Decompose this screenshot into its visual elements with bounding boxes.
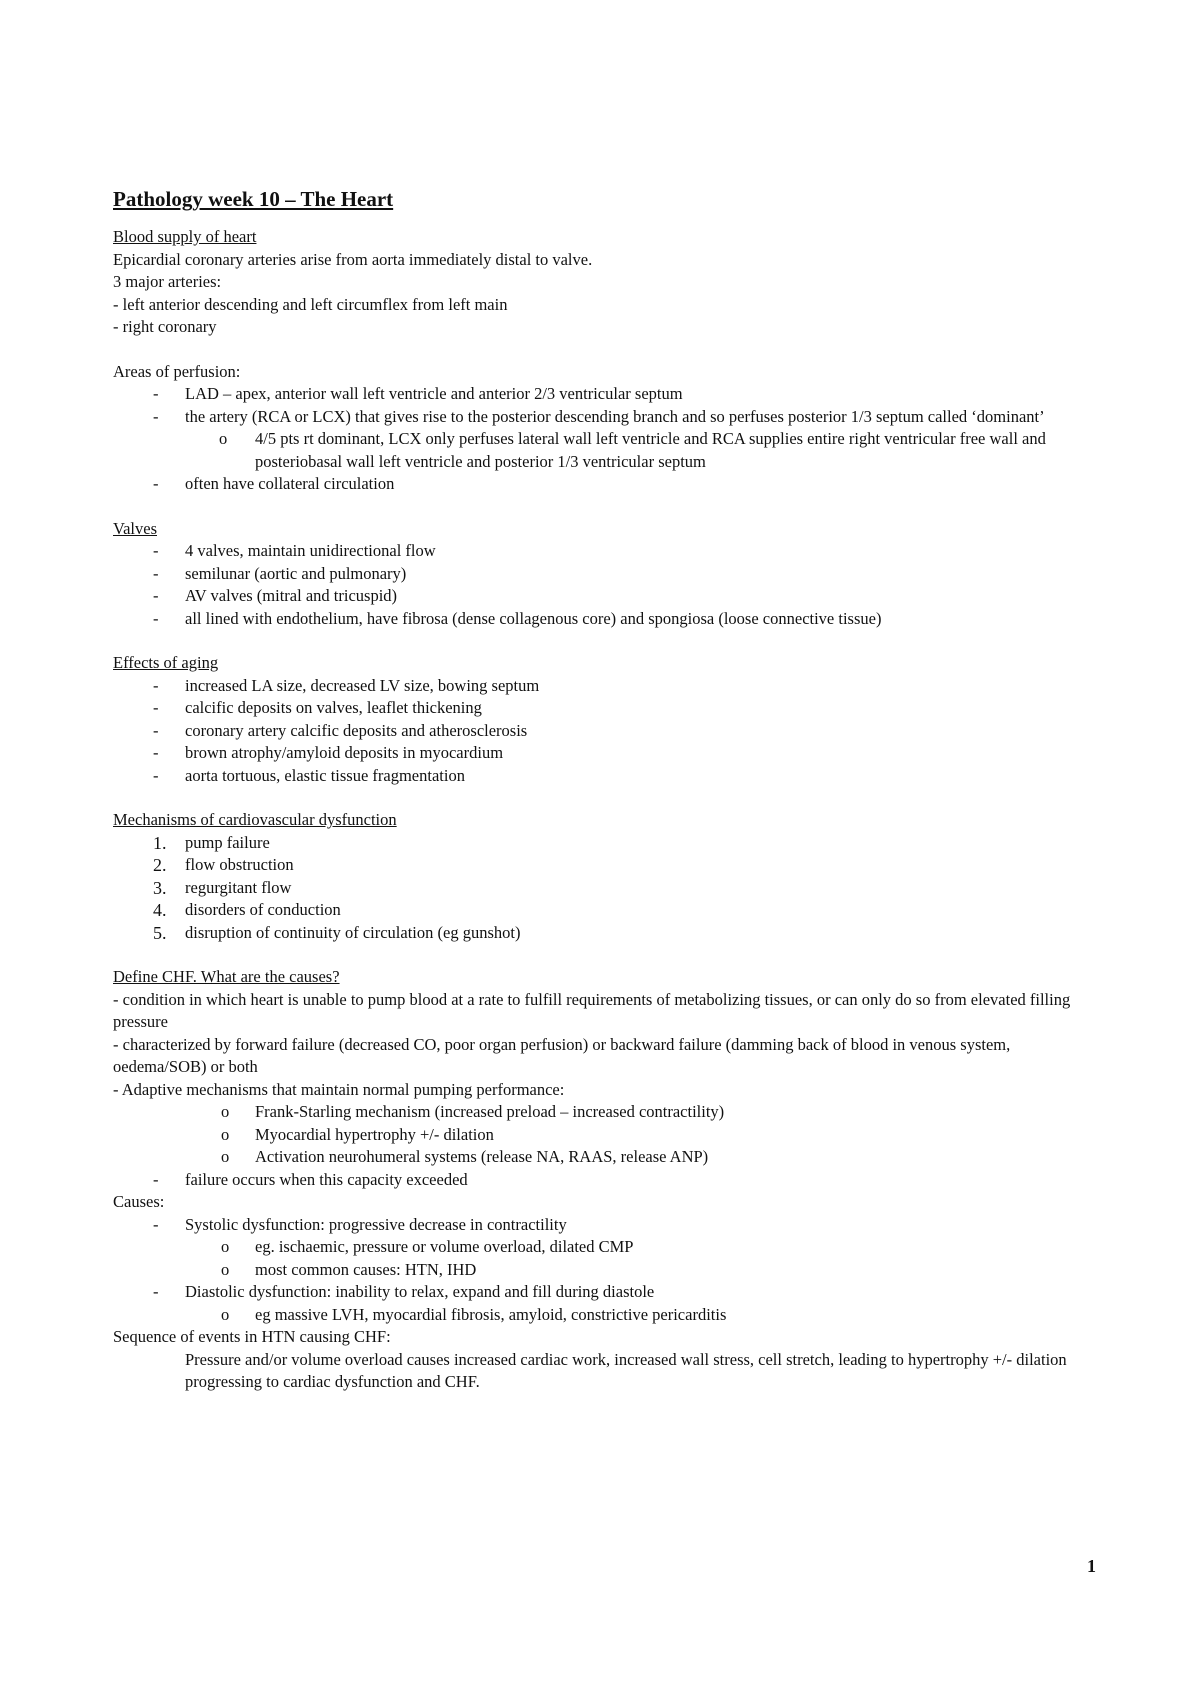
list-item xyxy=(113,675,1103,698)
list-item xyxy=(113,1214,1103,1237)
dash-bullet: - xyxy=(153,563,159,583)
list-item xyxy=(113,406,1103,429)
sub-list-item xyxy=(113,1236,1103,1259)
circle-bullet: o xyxy=(221,1259,230,1279)
list-item xyxy=(113,720,1103,743)
list-item-text: increased LA size, decreased LV size, bowing septum xyxy=(185,675,540,695)
numbered-item xyxy=(113,854,1103,877)
paragraph-line: 3 major arteries: xyxy=(113,272,222,291)
list-item-text: coronary artery calcific deposits and atherosclerosis xyxy=(185,720,528,740)
paragraph-line: - characterized by forward failure (decreased CO, poor organ perfusion) or backward failure (damming back of blood in venous system, oedema/SOB) or both xyxy=(113,1034,1011,1076)
numbered-item xyxy=(113,832,1103,855)
section-heading-chf: Define CHF. What are the causes? xyxy=(113,967,340,986)
paragraph-line: - Adaptive mechanisms that maintain normal pumping performance: xyxy=(113,1079,565,1099)
sub-list-item xyxy=(113,1124,1103,1147)
section-heading-valves: Valves xyxy=(113,518,157,538)
list-item-text: aorta tortuous, elastic tissue fragmentation xyxy=(185,765,465,785)
dash-bullet: - xyxy=(153,675,159,695)
dash-bullet: - xyxy=(153,541,159,560)
section-heading-blood-supply: Blood supply of heart xyxy=(113,227,257,246)
list-item-text: the artery (RCA or LCX) that gives rise to the posterior descending branch and so perfuses posterior 1/3 septum called ‘dominant’ xyxy=(185,406,1045,426)
numbered-item xyxy=(113,922,1103,945)
list-item xyxy=(113,473,1103,496)
dash-bullet: - xyxy=(153,720,159,740)
list-item-text: Systolic dysfunction: progressive decrease in contractility xyxy=(185,1214,567,1234)
causes-label: Causes: xyxy=(113,1192,165,1211)
circle-bullet: o xyxy=(221,1147,230,1166)
list-item-text: Myocardial hypertrophy +/- dilation xyxy=(255,1124,494,1144)
list-item-text: Activation neurohumeral systems (release NA, RAAS, release ANP) xyxy=(255,1147,709,1166)
list-item xyxy=(113,585,1103,608)
circle-bullet: o xyxy=(221,1124,230,1144)
list-item-text: eg massive LVH, myocardial fibrosis, amyloid, constrictive pericarditis xyxy=(255,1304,727,1324)
list-item-text: brown atrophy/amyloid deposits in myocardium xyxy=(185,743,504,762)
numbered-item xyxy=(113,899,1103,922)
dash-bullet: - xyxy=(153,384,159,403)
item-number: 1. xyxy=(153,832,167,853)
sub-list-item xyxy=(113,1304,1103,1327)
item-number: 4. xyxy=(153,900,167,920)
list-item-text: eg. ischaemic, pressure or volume overload, dilated CMP xyxy=(255,1237,634,1256)
dash-bullet: - xyxy=(153,1214,159,1234)
circle-bullet: o xyxy=(221,1102,230,1121)
list-item-text: semilunar (aortic and pulmonary) xyxy=(185,563,407,583)
item-number: 5. xyxy=(153,922,167,943)
sub-list-item xyxy=(113,1146,1103,1169)
paragraph-line: - left anterior descending and left circumflex from left main xyxy=(113,294,508,314)
list-item-text: 4 valves, maintain unidirectional flow xyxy=(185,541,436,560)
list-item xyxy=(113,540,1103,563)
list-item-text: all lined with endothelium, have fibrosa (dense collagenous core) and spongiosa (loose connective tissue) xyxy=(185,608,882,628)
dash-bullet: - xyxy=(153,765,159,785)
list-item-text: disruption of continuity of circulation (eg gunshot) xyxy=(185,922,521,942)
page-number: 1 xyxy=(1087,1556,1096,1576)
section-heading-perfusion: Areas of perfusion: xyxy=(113,361,241,381)
list-item-text: 4/5 pts rt dominant, LCX only perfuses lateral wall left ventricle and RCA supplies entire right ventricular free wall and posteriobasal wall left ventricle and posterior 1/3 ventricular septum xyxy=(255,429,1046,471)
dash-bullet: - xyxy=(153,608,159,628)
list-item xyxy=(113,765,1103,788)
document-body xyxy=(113,186,1103,1394)
paragraph-line: Epicardial coronary arteries arise from aorta immediately distal to valve. xyxy=(113,249,593,269)
page-title: Pathology week 10 – The Heart xyxy=(113,187,394,211)
list-item-text: most common causes: HTN, IHD xyxy=(255,1259,477,1279)
paragraph-line: - right coronary xyxy=(113,317,217,336)
item-number: 2. xyxy=(153,855,167,875)
dash-bullet: - xyxy=(153,743,159,762)
list-item-text: failure occurs when this capacity exceeded xyxy=(185,1169,468,1189)
numbered-item xyxy=(113,877,1103,900)
list-item xyxy=(113,1169,1103,1192)
circle-bullet: o xyxy=(221,1237,230,1256)
circle-bullet: o xyxy=(219,429,228,448)
list-item-text: disorders of conduction xyxy=(185,900,341,919)
list-item xyxy=(113,697,1103,720)
list-item-text: pump failure xyxy=(185,832,270,852)
section-heading-mechanisms: Mechanisms of cardiovascular dysfunction xyxy=(113,810,397,829)
sub-list-item xyxy=(113,1101,1103,1124)
dash-bullet: - xyxy=(153,1169,159,1189)
list-item-text: Frank-Starling mechanism (increased preload – increased contractility) xyxy=(255,1102,725,1121)
list-item-text: LAD – apex, anterior wall left ventricle and anterior 2/3 ventricular septum xyxy=(185,384,683,403)
list-item xyxy=(113,1281,1103,1304)
dash-bullet: - xyxy=(153,698,159,717)
circle-bullet: o xyxy=(221,1304,230,1324)
list-item xyxy=(113,742,1103,765)
list-item-text: AV valves (mitral and tricuspid) xyxy=(185,586,398,605)
list-item-text: regurgitant flow xyxy=(185,877,292,897)
list-item xyxy=(113,608,1103,631)
sub-list-item xyxy=(113,1259,1103,1282)
item-number: 3. xyxy=(153,877,167,898)
list-item xyxy=(113,563,1103,586)
list-item-text: flow obstruction xyxy=(185,855,294,874)
sequence-label: Sequence of events in HTN causing CHF: xyxy=(113,1327,391,1346)
dash-bullet: - xyxy=(153,586,159,605)
list-item-text: often have collateral circulation xyxy=(185,474,395,493)
list-item xyxy=(113,383,1103,406)
list-item-text: calcific deposits on valves, leaflet thickening xyxy=(185,698,482,717)
sequence-text: Pressure and/or volume overload causes increased cardiac work, increased wall stress, cell stretch, leading to hypertrophy +/- dilation progressing to cardiac dysfunction and CHF. xyxy=(185,1349,1067,1391)
sub-list-item xyxy=(113,428,1103,473)
list-item-text: Diastolic dysfunction: inability to relax, expand and fill during diastole xyxy=(185,1282,655,1301)
section-heading-aging: Effects of aging xyxy=(113,653,219,672)
dash-bullet: - xyxy=(153,474,159,493)
dash-bullet: - xyxy=(153,406,159,426)
dash-bullet: - xyxy=(153,1282,159,1301)
paragraph-line: - condition in which heart is unable to pump blood at a rate to fulfill requirements of metabolizing tissues, or can only do so from elevated filling pressure xyxy=(113,989,1071,1031)
